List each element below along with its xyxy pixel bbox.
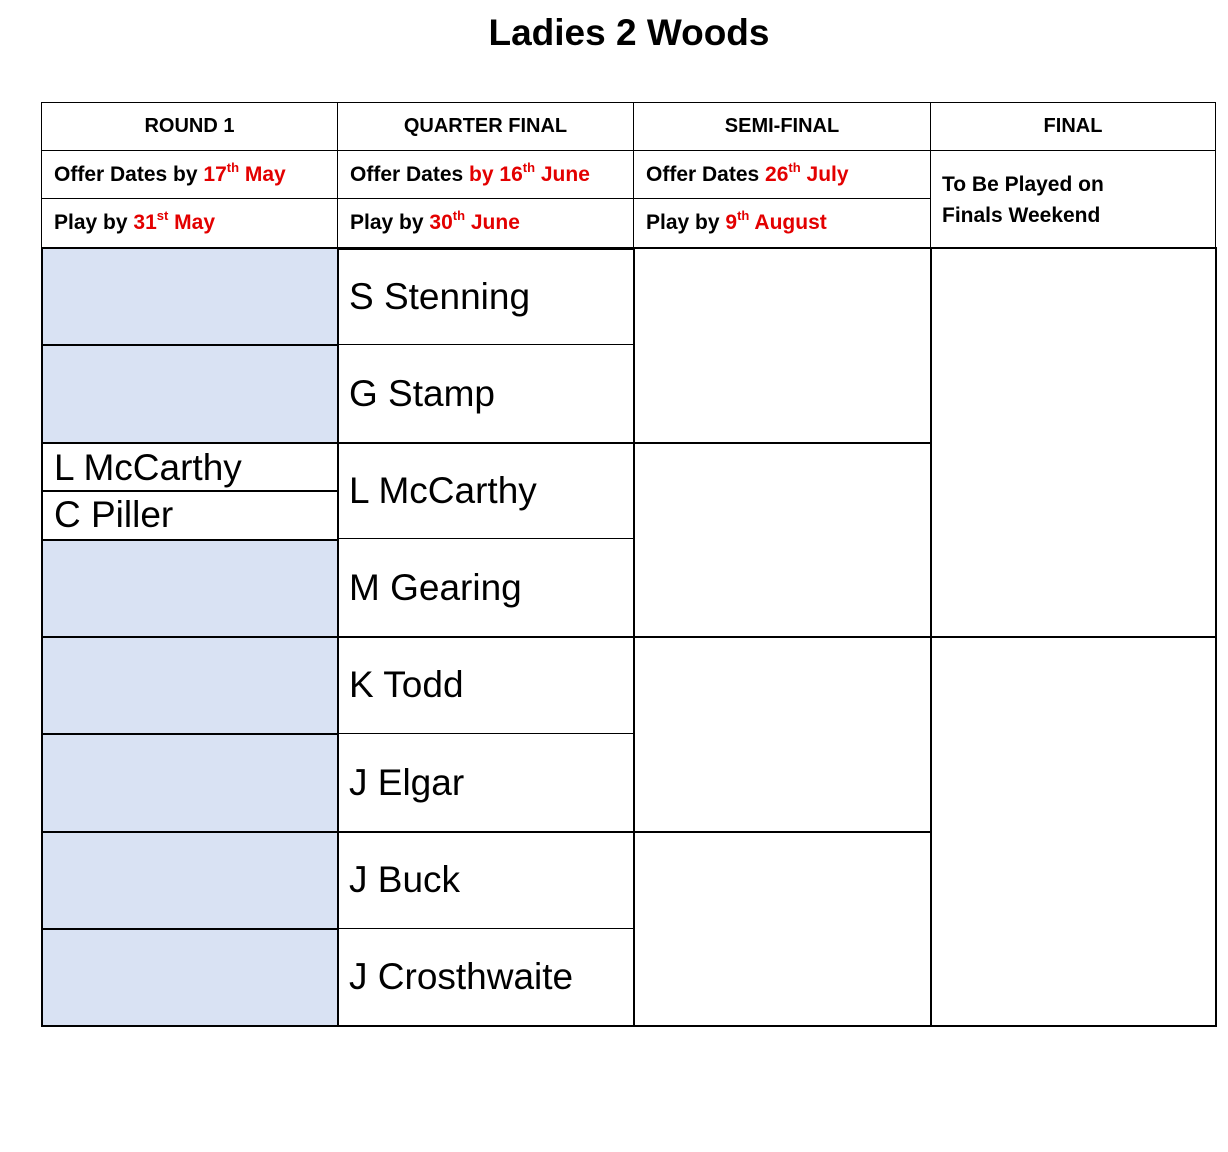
round-1-slot xyxy=(41,539,339,638)
round-1-slot xyxy=(41,636,339,735)
round-1-header xyxy=(41,102,338,151)
quarter-final-player: K Todd xyxy=(337,636,634,734)
quarter-final-player: J Crosthwaite xyxy=(337,928,634,1027)
page-title: Ladies 2 Woods xyxy=(488,12,770,53)
semi-final-slot xyxy=(633,831,932,1027)
quarter-final-player: G Stamp xyxy=(337,344,634,444)
round-1-slot xyxy=(41,831,339,930)
round-1-slot xyxy=(41,344,339,444)
quarter-final-offer-dates: Offer Dates by 16th June xyxy=(337,150,634,199)
quarter-final-player: J Elgar xyxy=(337,733,634,833)
semi-final-slot xyxy=(633,247,932,444)
semi-final-slot xyxy=(633,442,932,638)
round-1-heading: ROUND 1 xyxy=(144,115,235,137)
semi-final-play-by: Play by 9th August xyxy=(633,198,931,248)
semi-final-offer-dates: Offer Dates 26th July xyxy=(633,150,931,199)
quarter-final-player: S Stenning xyxy=(337,248,634,345)
round-1-player: C Piller xyxy=(41,490,339,541)
quarter-final-heading: QUARTER FINAL xyxy=(403,115,568,137)
round-1-offer-dates: Offer Dates by 17th May xyxy=(41,150,338,199)
semi-final-heading: SEMI-FINAL xyxy=(724,115,840,137)
final-note-line-1: To Be Played on xyxy=(942,173,1104,196)
semi-final-slot xyxy=(633,636,932,833)
semi-final-header xyxy=(633,102,931,151)
round-1-slot xyxy=(41,928,339,1027)
final-header xyxy=(930,102,1216,151)
quarter-final-play-by: Play by 30th June xyxy=(337,198,634,248)
quarter-final-header xyxy=(337,102,634,151)
round-1-player: L McCarthy xyxy=(41,442,339,492)
final-note xyxy=(930,150,1216,248)
round-1-slot xyxy=(41,247,339,346)
round-1-slot xyxy=(41,733,339,833)
round-1-play-by: Play by 31st May xyxy=(41,198,338,248)
final-heading: FINAL xyxy=(1043,115,1103,137)
final-slot xyxy=(930,636,1217,1027)
quarter-final-player: J Buck xyxy=(337,831,634,929)
quarter-final-player: L McCarthy xyxy=(337,442,634,539)
final-slot xyxy=(930,247,1217,638)
final-note-line-2: Finals Weekend xyxy=(942,204,1101,227)
quarter-final-player: M Gearing xyxy=(337,538,634,638)
